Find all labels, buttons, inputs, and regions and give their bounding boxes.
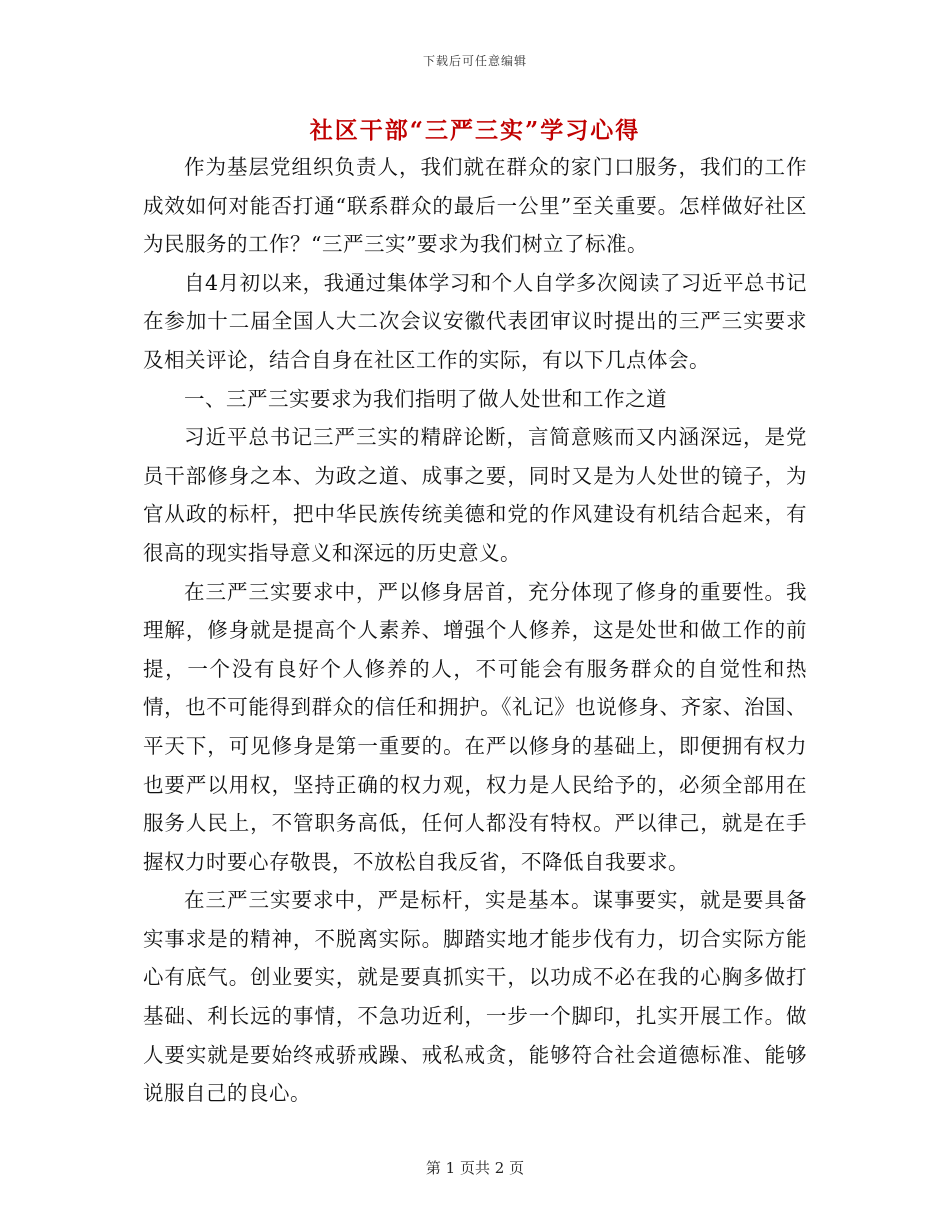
paragraph-significance: 习近平总书记三严三实的精辟论断，言简意赅而又内涵深远，是党员干部修身之本、为政之道、成事之要，同时又是为人处世的镜子，为官从政的标杆，把中华民族传统美德和党的作风建设有机结合起来，有很高的现实指导意义和深远的历史意义。 <box>143 425 807 565</box>
paragraph-practical: 在三严三实要求中，严是标杆，实是基本。谋事要实，就是要具备实事求是的精神，不脱离实际。脚踏实地才能步伐有力，切合实际方能心有底气。创业要实，就是要真抓实干，以功成不必在我的心胸多做打基础、利长远的事情，不急功近利，一步一个脚印，扎实开展工作。做人要实就是要始终戒骄戒躁、戒私戒贪，能够符合社会道德标准、能够说服自己的良心。 <box>143 888 807 1106</box>
document-body <box>143 148 807 1113</box>
page-number: 第 1 页共 2 页 <box>425 1159 525 1177</box>
paragraph-intro: 作为基层党组织负责人，我们就在群众的家门口服务，我们的工作成效如何对能否打通“联系群众的最后一公里”至关重要。怎样做好社区为民服务的工作？“三严三实”要求为我们树立了标准。 <box>143 155 807 257</box>
paragraph-study: 自4月初以来，我通过集体学习和个人自学多次阅读了习近平总书记在参加十二届全国人大二次会议安徽代表团审议时提出的三严三实要求及相关评论，结合自身在社区工作的实际，有以下几点体会。 <box>143 270 807 372</box>
document-title: 社区干部“三严三实”学习心得 <box>309 117 641 144</box>
section-heading-one: 一、三严三实要求为我们指明了做人处世和工作之道 <box>184 386 667 411</box>
paragraph-self-cultivation: 在三严三实要求中，严以修身居首，充分体现了修身的重要性。我理解，修身就是提高个人素养、增强个人修养，这是处世和做工作的前提，一个没有良好个人修养的人，不可能会有服务群众的自觉性和热情，也不可能得到群众的信任和拥护。《礼记》也说修身、齐家、治国、平天下，可见修身是第一重要的。在严以修身的基础上，即便拥有权力也要严以用权，坚持正确的权力观，权力是人民给予的，必须全部用在服务人民上，不管职务高低，任何人都没有特权。严以律己，就是在手握权力时要心存敬畏，不放松自我反省，不降低自我要求。 <box>143 579 807 874</box>
page-header-note: 下载后可任意编辑 <box>422 54 527 68</box>
